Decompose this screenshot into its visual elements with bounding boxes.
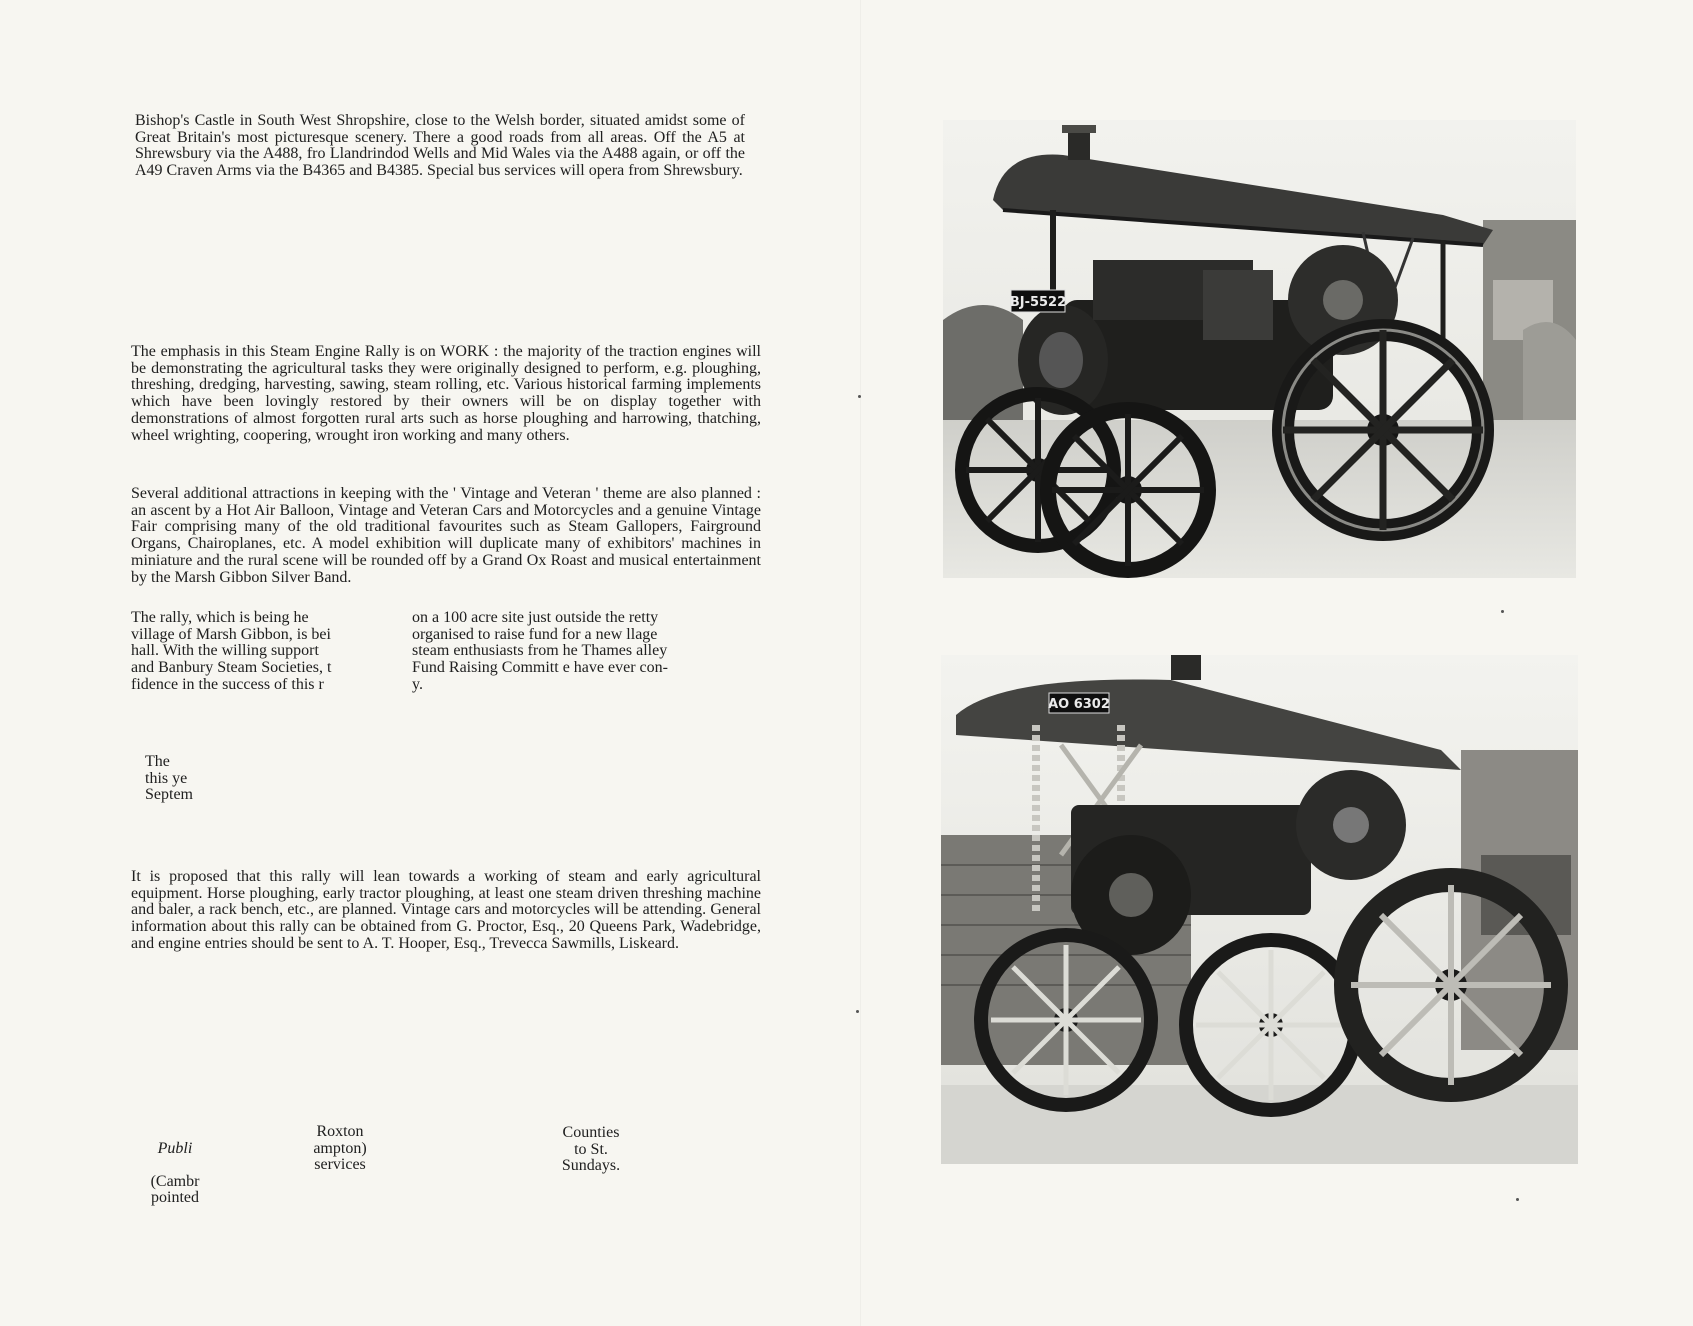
plate-1-text: BJ-5522 [1009, 295, 1067, 310]
partial-text-fragment: The this ye Septem [145, 753, 193, 804]
speck [858, 395, 861, 398]
front-wheel-left-2 [981, 935, 1151, 1105]
speck [1516, 1198, 1519, 1201]
rally-paragraph-right: on a 100 acre site just outside the retty organised to raise fund for a new llage steam enthusiasts from he Thames alley Fund Raising Committ e have ever con- y. [412, 609, 668, 693]
plate-2-text: AO 6302 [1048, 697, 1110, 712]
publicity-column-c: Counties to St. Sundays. [561, 1124, 621, 1175]
rear-wheel [1283, 330, 1483, 530]
speck [1501, 610, 1504, 613]
traction-engine-photo-1 [943, 120, 1576, 578]
attractions-paragraph: Several additional attractions in keeping with the ' Vintage and Veteran ' theme are also planned : an ascent by a Hot Air Balloon, Vintage and Veteran Cars and Motorcycles and a genuine Vintage Fair comprising many of the old traditional favourites such as Steam Gallopers, Fairground Organs, Chairoplanes, etc. A model exhibition will duplicate many of exhibitors' machines in miniature and the rural scene will be rounded off by a Grand Ox Roast and musical entertainment by the Marsh Gibbon Silver Band. [131, 485, 761, 586]
showmans-engine-illustration [941, 655, 1578, 1164]
rear-wheel-2 [1346, 880, 1556, 1090]
speck [856, 1010, 859, 1013]
front-wheel-right-2 [1186, 940, 1356, 1110]
proposed-paragraph: It is proposed that this rally will lean towards a working of steam and early agricultural equipment. Horse ploughing, early tractor ploughing, at least one steam driven threshing machine and baler, a rack bench, etc., are planned. Vintage cars and motorcycles will be attending. General information about this rally can be obtained from G. Proctor, Esq., 20 Queens Park, Wadebridge, and engine entries should be sent to A. T. Hooper, Esq., Trevecca Sawmills, Liskeard. [131, 868, 761, 952]
page-fold [860, 0, 861, 1326]
traction-engine-illustration [943, 120, 1576, 578]
work-paragraph: The emphasis in this Steam Engine Rally is on WORK : the majority of the traction engines will be demonstrating the agricultural tasks they were originally designed to perform, e.g. ploughing, threshing, dredging, harvesting, sawing, steam rolling, etc. Various historical farming implements which have been lovingly restored by their owners will be on display together with demonstrations of almost forgotten rural arts such as horse ploughing and harrowing, thatching, wheel wrighting, coopering, wrought iron working and many others. [131, 343, 761, 444]
publicity-a-italic: Publi [157, 1139, 193, 1157]
publicity-column-b: Roxton ampton) services [313, 1123, 367, 1174]
publicity-column-a [130, 1124, 220, 1224]
rally-paragraph-left: The rally, which is being he village of Marsh Gibbon, is bei hall. With the willing support and Banbury Steam Societies, t fidence in the success of this r [131, 609, 332, 693]
showmans-engine-photo-2 [941, 655, 1578, 1164]
front-wheel-right [1048, 410, 1208, 570]
access-paragraph: Bishop's Castle in South West Shropshire, close to the Welsh border, situated amidst some of Great Britain's most picturesque scenery. There a good roads from all areas. Off the A5 at Shrewsbury via the A488, fro Llandrindod Wells and Mid Wales via the A488 again, or off the A49 Craven Arms via the B4365 and B4385. Special bus services will opera from Shrewsbury. [135, 112, 745, 180]
publicity-a-rest: (Cambr pointed [150, 1172, 200, 1207]
